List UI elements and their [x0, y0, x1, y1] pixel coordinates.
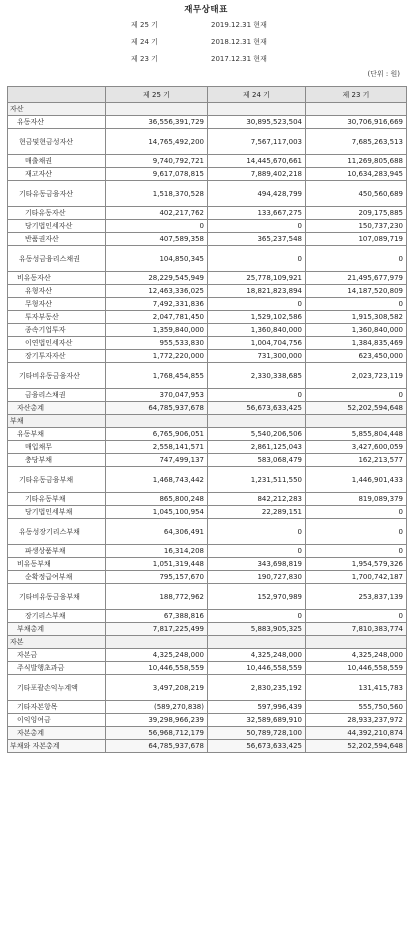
header-period-25: 제 25 기: [106, 87, 208, 103]
account-label: 이연법인세자산: [8, 337, 106, 350]
amount-cell: 0: [208, 519, 306, 545]
amount-cell: 5,883,905,325: [208, 623, 306, 636]
amount-cell: 1,446,901,433: [306, 467, 407, 493]
amount-cell: 25,778,109,921: [208, 272, 306, 285]
amount-cell: 7,810,383,774: [306, 623, 407, 636]
amount-cell: 0: [208, 246, 306, 272]
table-body: [8, 103, 407, 753]
amount-cell: 67,388,816: [106, 610, 208, 623]
table-row: [8, 103, 407, 116]
account-label: 반품권자산: [8, 233, 106, 246]
account-label: 매출채권: [8, 155, 106, 168]
amount-cell: 6,765,906,051: [106, 428, 208, 441]
period-label-24: 제 24 기: [131, 38, 158, 46]
amount-cell: 0: [208, 389, 306, 402]
amount-cell: 64,306,491: [106, 519, 208, 545]
amount-cell: 16,314,208: [106, 545, 208, 558]
amount-cell: 747,499,137: [106, 454, 208, 467]
account-label: 금융리스채권: [8, 389, 106, 402]
amount-cell: 5,855,804,448: [306, 428, 407, 441]
table-row: [8, 675, 407, 701]
account-label: 자본: [8, 636, 106, 649]
table-row: [8, 701, 407, 714]
account-label: 기타포괄손익누계액: [8, 675, 106, 701]
amount-cell: 583,068,479: [208, 454, 306, 467]
amount-cell: 1,768,454,855: [106, 363, 208, 389]
amount-cell: 0: [306, 519, 407, 545]
header-period-24: 제 24 기: [208, 87, 306, 103]
table-row: [8, 311, 407, 324]
amount-cell: 0: [208, 298, 306, 311]
account-label: 이익잉여금: [8, 714, 106, 727]
amount-cell: 44,392,210,874: [306, 727, 407, 740]
account-label: 투자부동산: [8, 311, 106, 324]
amount-cell: 370,047,953: [106, 389, 208, 402]
amount-cell: 2,330,338,685: [208, 363, 306, 389]
amount-cell: 9,617,078,815: [106, 168, 208, 181]
balance-sheet-table: [7, 86, 407, 753]
period-date-23: 2017.12.31 현재: [211, 55, 267, 63]
amount-cell: 0: [306, 610, 407, 623]
amount-cell: 36,556,391,729: [106, 116, 208, 129]
amount-cell: 623,450,000: [306, 350, 407, 363]
table-row: [8, 571, 407, 584]
amount-cell: 842,212,283: [208, 493, 306, 506]
table-row: [8, 285, 407, 298]
account-label: 무형자산: [8, 298, 106, 311]
amount-cell: 133,667,275: [208, 207, 306, 220]
amount-cell: 0: [106, 220, 208, 233]
amount-cell: 3,427,600,059: [306, 441, 407, 454]
amount-cell: 56,673,633,425: [208, 402, 306, 415]
amount-cell: 4,325,248,000: [208, 649, 306, 662]
amount-cell: 0: [208, 220, 306, 233]
amount-cell: 107,089,719: [306, 233, 407, 246]
amount-cell: [106, 636, 208, 649]
amount-cell: 150,737,230: [306, 220, 407, 233]
account-label: 유형자산: [8, 285, 106, 298]
account-label: 부채: [8, 415, 106, 428]
account-label: 기타유동부채: [8, 493, 106, 506]
table-header-row: [8, 87, 407, 103]
amount-cell: 64,785,937,678: [106, 740, 208, 753]
amount-cell: 1,359,840,000: [106, 324, 208, 337]
account-label: 장기리스부채: [8, 610, 106, 623]
amount-cell: 28,229,545,949: [106, 272, 208, 285]
account-label: 매입채무: [8, 441, 106, 454]
amount-cell: 190,727,830: [208, 571, 306, 584]
account-label: 유동자산: [8, 116, 106, 129]
account-label: 자산: [8, 103, 106, 116]
header-period-23: 제 23 기: [306, 87, 407, 103]
account-label: 유동성금융리스채권: [8, 246, 106, 272]
amount-cell: 152,970,989: [208, 584, 306, 610]
table-row: [8, 610, 407, 623]
amount-cell: 4,325,248,000: [106, 649, 208, 662]
table-row: [8, 714, 407, 727]
amount-cell: 0: [306, 389, 407, 402]
account-label: 당기법인세자산: [8, 220, 106, 233]
amount-cell: 1,231,511,550: [208, 467, 306, 493]
account-label: 당기법인세부채: [8, 506, 106, 519]
amount-cell: 22,289,151: [208, 506, 306, 519]
amount-cell: 52,202,594,648: [306, 402, 407, 415]
table-row: [8, 454, 407, 467]
amount-cell: 1,954,579,326: [306, 558, 407, 571]
account-label: 충당부채: [8, 454, 106, 467]
amount-cell: 131,415,783: [306, 675, 407, 701]
account-label: 자본금: [8, 649, 106, 662]
amount-cell: 3,497,208,219: [106, 675, 208, 701]
amount-cell: 402,217,762: [106, 207, 208, 220]
amount-cell: 1,360,840,000: [306, 324, 407, 337]
amount-cell: 0: [306, 545, 407, 558]
table-row: [8, 337, 407, 350]
header-account: [8, 87, 106, 103]
account-label: 기타유동금융자산: [8, 181, 106, 207]
account-label: 부채총계: [8, 623, 106, 636]
unit-label: (단위 : 원): [367, 70, 400, 78]
amount-cell: 1,468,743,442: [106, 467, 208, 493]
amount-cell: 0: [306, 246, 407, 272]
amount-cell: 32,589,689,910: [208, 714, 306, 727]
amount-cell: 56,968,712,179: [106, 727, 208, 740]
amount-cell: 5,540,206,506: [208, 428, 306, 441]
amount-cell: 14,187,520,809: [306, 285, 407, 298]
amount-cell: 865,800,248: [106, 493, 208, 506]
amount-cell: 2,558,141,571: [106, 441, 208, 454]
amount-cell: 30,706,916,669: [306, 116, 407, 129]
amount-cell: 819,089,379: [306, 493, 407, 506]
account-label: 장기투자자산: [8, 350, 106, 363]
account-label: 기타유동자산: [8, 207, 106, 220]
amount-cell: 1,051,319,448: [106, 558, 208, 571]
amount-cell: 2,023,723,119: [306, 363, 407, 389]
table-row: [8, 350, 407, 363]
amount-cell: 1,384,835,469: [306, 337, 407, 350]
amount-cell: 2,047,781,450: [106, 311, 208, 324]
amount-cell: [306, 103, 407, 116]
account-label: 유동부채: [8, 428, 106, 441]
table-row: [8, 467, 407, 493]
amount-cell: 52,202,594,648: [306, 740, 407, 753]
table-row: [8, 519, 407, 545]
amount-cell: 21,495,677,979: [306, 272, 407, 285]
amount-cell: [106, 103, 208, 116]
amount-cell: 1,004,704,756: [208, 337, 306, 350]
amount-cell: [208, 636, 306, 649]
account-label: 종속기업투자: [8, 324, 106, 337]
amount-cell: 14,445,670,661: [208, 155, 306, 168]
amount-cell: 9,740,792,721: [106, 155, 208, 168]
amount-cell: 18,821,823,894: [208, 285, 306, 298]
account-label: 자본총계: [8, 727, 106, 740]
amount-cell: 1,529,102,586: [208, 311, 306, 324]
amount-cell: [208, 415, 306, 428]
amount-cell: [208, 103, 306, 116]
amount-cell: 50,789,728,100: [208, 727, 306, 740]
account-label: 유동성장기리스부채: [8, 519, 106, 545]
amount-cell: 14,765,492,200: [106, 129, 208, 155]
account-label: 기타유동금융부채: [8, 467, 106, 493]
table-row: [8, 636, 407, 649]
amount-cell: 104,850,345: [106, 246, 208, 272]
amount-cell: 1,360,840,000: [208, 324, 306, 337]
table-row: [8, 220, 407, 233]
statement-title: 재무상태표: [184, 5, 228, 15]
amount-cell: 0: [306, 506, 407, 519]
table-row: [8, 727, 407, 740]
table-row: [8, 181, 407, 207]
amount-cell: 7,567,117,003: [208, 129, 306, 155]
table-row: [8, 168, 407, 181]
account-label: 비유동부채: [8, 558, 106, 571]
amount-cell: 10,446,558,559: [306, 662, 407, 675]
table-row: [8, 389, 407, 402]
amount-cell: 64,785,937,678: [106, 402, 208, 415]
account-label: 파생상품부채: [8, 545, 106, 558]
amount-cell: 10,634,283,945: [306, 168, 407, 181]
amount-cell: 209,175,885: [306, 207, 407, 220]
table-row: [8, 233, 407, 246]
period-date-24: 2018.12.31 현재: [211, 38, 267, 46]
account-label: 비유동자산: [8, 272, 106, 285]
table-row: [8, 246, 407, 272]
amount-cell: 955,533,830: [106, 337, 208, 350]
amount-cell: 731,300,000: [208, 350, 306, 363]
amount-cell: [306, 636, 407, 649]
amount-cell: 10,446,558,559: [208, 662, 306, 675]
amount-cell: 2,861,125,043: [208, 441, 306, 454]
table-row: [8, 584, 407, 610]
amount-cell: 450,560,689: [306, 181, 407, 207]
amount-cell: 7,685,263,513: [306, 129, 407, 155]
amount-cell: (589,270,838): [106, 701, 208, 714]
amount-cell: 56,673,633,425: [208, 740, 306, 753]
amount-cell: 162,213,577: [306, 454, 407, 467]
amount-cell: 1,045,100,954: [106, 506, 208, 519]
amount-cell: 2,830,235,192: [208, 675, 306, 701]
amount-cell: 555,750,560: [306, 701, 407, 714]
table-row: [8, 116, 407, 129]
account-label: 현금및현금성자산: [8, 129, 106, 155]
account-label: 부채와 자본총계: [8, 740, 106, 753]
table-row: [8, 441, 407, 454]
period-date-25: 2019.12.31 현재: [211, 21, 267, 29]
amount-cell: 343,698,819: [208, 558, 306, 571]
account-label: 기타비유동금융자산: [8, 363, 106, 389]
amount-cell: 188,772,962: [106, 584, 208, 610]
amount-cell: [306, 415, 407, 428]
amount-cell: 39,298,966,239: [106, 714, 208, 727]
table-row: [8, 272, 407, 285]
amount-cell: 0: [208, 545, 306, 558]
table-row: [8, 649, 407, 662]
amount-cell: 365,237,548: [208, 233, 306, 246]
amount-cell: 1,915,308,582: [306, 311, 407, 324]
amount-cell: 7,492,331,836: [106, 298, 208, 311]
account-label: 재고자산: [8, 168, 106, 181]
period-label-23: 제 23 기: [131, 55, 158, 63]
amount-cell: 7,889,402,218: [208, 168, 306, 181]
amount-cell: 12,463,336,025: [106, 285, 208, 298]
amount-cell: 0: [306, 298, 407, 311]
table-row: [8, 428, 407, 441]
table-row: [8, 558, 407, 571]
amount-cell: 30,895,523,504: [208, 116, 306, 129]
table-row: [8, 662, 407, 675]
account-label: 자산총계: [8, 402, 106, 415]
amount-cell: 4,325,248,000: [306, 649, 407, 662]
amount-cell: 7,817,225,499: [106, 623, 208, 636]
period-label-25: 제 25 기: [131, 21, 158, 29]
table-row: [8, 415, 407, 428]
account-label: 기타자본항목: [8, 701, 106, 714]
amount-cell: 253,837,139: [306, 584, 407, 610]
amount-cell: 1,772,220,000: [106, 350, 208, 363]
amount-cell: 494,428,799: [208, 181, 306, 207]
account-label: 기타비유동금융부채: [8, 584, 106, 610]
amount-cell: 0: [208, 610, 306, 623]
table-row: [8, 298, 407, 311]
table-row: [8, 129, 407, 155]
amount-cell: 407,589,358: [106, 233, 208, 246]
table-row: [8, 623, 407, 636]
amount-cell: 10,446,558,559: [106, 662, 208, 675]
amount-cell: 28,933,237,972: [306, 714, 407, 727]
account-label: 주식발행초과금: [8, 662, 106, 675]
table-row: [8, 207, 407, 220]
table-row: [8, 740, 407, 753]
amount-cell: [106, 415, 208, 428]
account-label: 순확정급여부채: [8, 571, 106, 584]
table-row: [8, 506, 407, 519]
table-row: [8, 363, 407, 389]
table-row: [8, 545, 407, 558]
amount-cell: 795,157,670: [106, 571, 208, 584]
amount-cell: 1,518,370,528: [106, 181, 208, 207]
amount-cell: 597,996,439: [208, 701, 306, 714]
table-row: [8, 402, 407, 415]
amount-cell: 1,700,742,187: [306, 571, 407, 584]
table-row: [8, 493, 407, 506]
table-row: [8, 155, 407, 168]
table-row: [8, 324, 407, 337]
amount-cell: 11,269,805,688: [306, 155, 407, 168]
